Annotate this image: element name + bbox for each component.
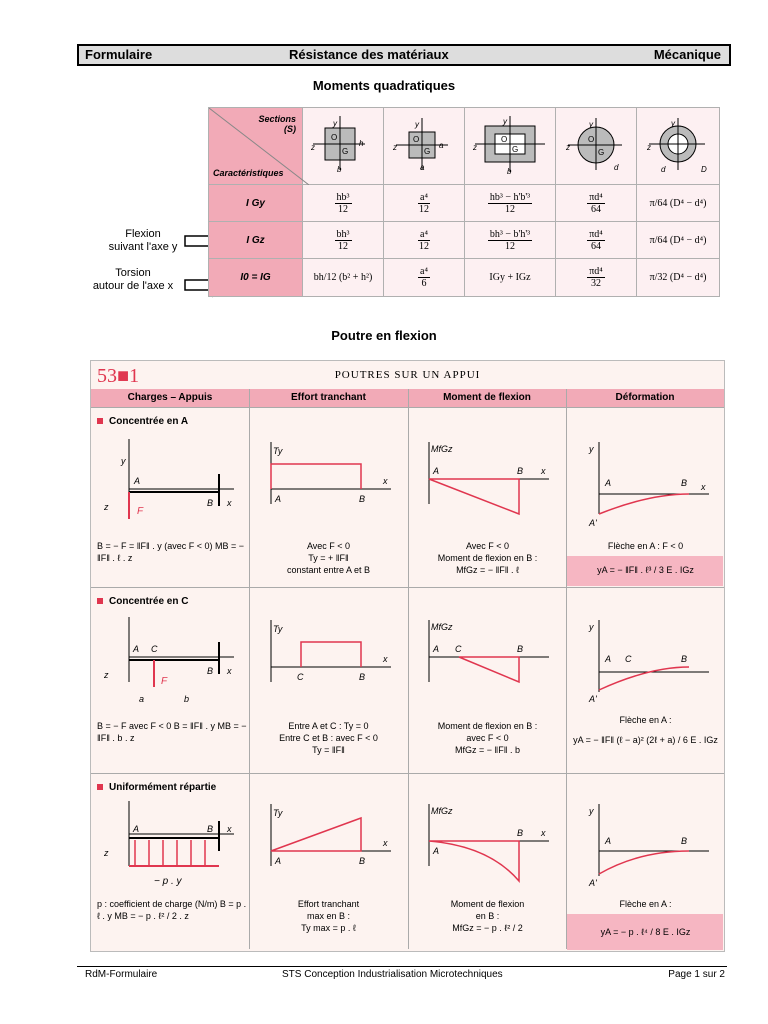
svg-text:x: x bbox=[383, 476, 388, 486]
svg-text:A: A bbox=[133, 644, 140, 654]
deflection-diagram-icon bbox=[579, 612, 719, 712]
side-label-line: autour de l'axe x bbox=[92, 280, 174, 292]
numerator: bh³ bbox=[336, 228, 350, 240]
svg-text:y: y bbox=[589, 806, 594, 816]
deform-formula: yA = − ‖F‖ (ℓ − a)² (2ℓ + a) / 6 E . IGz bbox=[573, 735, 718, 745]
svg-text:y: y bbox=[589, 444, 594, 454]
numerator: a⁴ bbox=[420, 266, 428, 277]
chart-title: POUTRES SUR UN APPUI bbox=[334, 369, 481, 381]
svg-text:B: B bbox=[681, 478, 688, 488]
svg-text:A: A bbox=[275, 856, 282, 866]
side-label-line: Torsion bbox=[115, 267, 151, 279]
svg-text:MfGz: MfGz bbox=[431, 622, 453, 632]
svg-text:z: z bbox=[104, 670, 109, 680]
svg-text:A: A bbox=[605, 654, 612, 664]
svg-text:z: z bbox=[104, 848, 109, 858]
shear-diagram-icon bbox=[261, 612, 401, 712]
corner-top bbox=[258, 114, 296, 134]
col-header: Effort tranchant bbox=[249, 389, 408, 407]
hollow-rectangle-section-icon bbox=[465, 110, 555, 180]
denominator: 6 bbox=[421, 278, 427, 289]
note-line: Ty = + ‖F‖ bbox=[308, 553, 349, 563]
svg-text:x: x bbox=[383, 654, 388, 664]
svg-text:b: b bbox=[337, 164, 342, 174]
formula-cell: bh/12 (b² + h²) bbox=[303, 259, 384, 297]
svg-text:Ty: Ty bbox=[273, 808, 283, 818]
svg-text:z: z bbox=[566, 142, 570, 152]
deform-title: Flèche en A : bbox=[619, 715, 672, 725]
numerator: a⁴ bbox=[420, 191, 428, 203]
row-label: I Gy bbox=[209, 185, 303, 222]
row-label: I Gz bbox=[209, 222, 303, 259]
svg-text:MfGz: MfGz bbox=[431, 444, 453, 454]
svg-text:a: a bbox=[439, 140, 444, 150]
formula-cell bbox=[384, 185, 465, 222]
denominator: 12 bbox=[338, 240, 348, 252]
formula-cell bbox=[556, 259, 637, 297]
svg-text:C: C bbox=[151, 644, 158, 654]
formula-cell: IGy + IGz bbox=[465, 259, 556, 297]
denominator: 12 bbox=[419, 203, 429, 215]
charge-formula: B = − F avec F < 0 B = ‖F‖ . y MB = − ‖F‖ . b . z bbox=[97, 721, 247, 743]
col-header: Déformation bbox=[566, 389, 724, 407]
note-line: MfGz = − ‖F‖ . b bbox=[455, 745, 520, 755]
svg-text:G: G bbox=[424, 146, 431, 156]
svg-text:y: y bbox=[415, 119, 419, 129]
moments-table bbox=[208, 107, 720, 297]
svg-text:B: B bbox=[681, 836, 688, 846]
deflection-diagram-icon bbox=[579, 434, 719, 534]
denominator: 32 bbox=[590, 278, 601, 289]
side-label-torsion bbox=[78, 267, 188, 293]
row-title bbox=[97, 416, 188, 427]
svg-text:A: A bbox=[433, 466, 440, 476]
note-line: MfGz = − p . ℓ² / 2 bbox=[452, 923, 523, 933]
col-header: Moment de flexion bbox=[408, 389, 566, 407]
numerator: bh³ − b'h'³ bbox=[489, 228, 531, 240]
effort-note bbox=[251, 898, 406, 934]
page-header bbox=[77, 44, 731, 66]
row-title-text: Concentrée en C bbox=[109, 596, 189, 607]
note-line: Moment de flexion en B : bbox=[437, 553, 538, 563]
svg-text:a: a bbox=[139, 694, 145, 704]
formula-cell bbox=[303, 185, 384, 222]
cantilever-point-load-c-icon bbox=[99, 612, 244, 712]
note-line: Entre A et C : Ty = 0 bbox=[288, 721, 369, 731]
svg-text:x: x bbox=[701, 482, 706, 492]
svg-text:Ty: Ty bbox=[273, 624, 283, 634]
header-right: Mécanique bbox=[653, 47, 721, 62]
square-section-icon bbox=[384, 110, 464, 180]
formula-cell bbox=[384, 222, 465, 259]
svg-text:A: A bbox=[433, 846, 440, 856]
header-left: Formulaire bbox=[85, 47, 153, 62]
numerator: πd⁴ bbox=[589, 228, 603, 240]
svg-text:x: x bbox=[227, 824, 232, 834]
svg-text:B: B bbox=[517, 466, 524, 476]
side-label-flexion bbox=[88, 228, 198, 254]
corner-cell bbox=[209, 108, 303, 185]
svg-text:B: B bbox=[207, 498, 214, 508]
note-line: Moment de flexion en B : bbox=[437, 721, 538, 731]
note-line: en B : bbox=[475, 911, 500, 921]
svg-text:Ty: Ty bbox=[273, 446, 283, 456]
svg-text:A: A bbox=[133, 824, 140, 834]
svg-text:A: A bbox=[605, 836, 612, 846]
svg-text:z: z bbox=[393, 142, 397, 152]
cantilever-distributed-load-icon bbox=[99, 796, 244, 896]
numerator: hb³ − h'b'³ bbox=[489, 191, 531, 203]
rectangle-section-icon bbox=[303, 110, 383, 180]
svg-text:y: y bbox=[589, 622, 594, 632]
row-label: I0 = IG bbox=[209, 259, 303, 297]
row-title bbox=[97, 782, 216, 793]
svg-text:B: B bbox=[681, 654, 688, 664]
section-square bbox=[384, 108, 465, 185]
svg-text:B: B bbox=[359, 494, 366, 504]
beam-row bbox=[91, 407, 724, 588]
moment-diagram-icon bbox=[419, 612, 559, 712]
svg-text:b: b bbox=[184, 694, 190, 704]
beam-row bbox=[91, 773, 724, 952]
svg-text:y: y bbox=[121, 456, 126, 466]
svg-text:A': A' bbox=[589, 878, 597, 888]
svg-text:C: C bbox=[625, 654, 632, 664]
section-ring bbox=[637, 108, 720, 185]
svg-text:F: F bbox=[137, 506, 144, 517]
svg-text:b: b bbox=[507, 166, 512, 176]
svg-text:B: B bbox=[207, 824, 214, 834]
svg-text:− p . y: − p . y bbox=[154, 876, 182, 887]
ring-section-icon bbox=[637, 110, 719, 180]
svg-text:B: B bbox=[517, 644, 524, 654]
svg-text:d: d bbox=[661, 164, 666, 174]
numerator: πd⁴ bbox=[589, 191, 603, 203]
red-square-icon bbox=[97, 418, 103, 424]
side-label-line: suivant l'axe y bbox=[108, 241, 178, 253]
footer-center: STS Conception Industrialisation Microtechniques bbox=[282, 969, 503, 980]
svg-text:O: O bbox=[413, 134, 420, 144]
cantilever-point-load-icon bbox=[99, 434, 244, 534]
svg-text:x: x bbox=[227, 666, 232, 676]
corner-top-text2: (S) bbox=[284, 124, 296, 134]
note-line: constant entre A et B bbox=[286, 565, 371, 575]
row-title bbox=[97, 596, 188, 607]
section-circle bbox=[556, 108, 637, 185]
deform-title: Flèche en A : F < 0 bbox=[607, 541, 684, 551]
moment-note bbox=[410, 898, 565, 934]
red-square-icon bbox=[97, 784, 103, 790]
svg-text:y: y bbox=[671, 118, 675, 128]
note-line: avec F < 0 bbox=[466, 733, 509, 743]
formula-cell: π/64 (D⁴ − d⁴) bbox=[637, 222, 720, 259]
svg-text:a: a bbox=[420, 162, 425, 172]
svg-text:z: z bbox=[647, 142, 651, 152]
moment-note bbox=[410, 540, 565, 576]
moment-diagram-icon bbox=[419, 434, 559, 534]
svg-text:A: A bbox=[134, 476, 141, 486]
numerator: hb³ bbox=[336, 191, 350, 203]
svg-text:x: x bbox=[227, 498, 232, 508]
formula-cell: π/32 (D⁴ − d⁴) bbox=[637, 259, 720, 297]
effort-note bbox=[251, 720, 406, 756]
numerator: πd⁴ bbox=[589, 266, 603, 277]
beam-row bbox=[91, 587, 724, 774]
denominator: 64 bbox=[590, 203, 601, 215]
svg-text:B: B bbox=[517, 828, 524, 838]
formula-cell bbox=[465, 222, 556, 259]
svg-text:x: x bbox=[541, 828, 546, 838]
svg-text:y: y bbox=[333, 118, 337, 128]
svg-text:z: z bbox=[473, 142, 477, 152]
svg-text:B: B bbox=[207, 666, 214, 676]
section-hollow-rectangle bbox=[465, 108, 556, 185]
charge-formula: B = − F = ‖F‖ . y (avec F < 0) MB = − ‖F‖ . ℓ . z bbox=[97, 541, 244, 563]
moment-note bbox=[410, 720, 565, 756]
note-line: MfGz = − ‖F‖ . ℓ bbox=[456, 565, 519, 575]
note-line: Ty max = p . ℓ bbox=[301, 923, 356, 933]
svg-text:h: h bbox=[359, 138, 364, 148]
header-center: Résistance des matériaux bbox=[289, 47, 449, 62]
note-line: Ty = ‖F‖ bbox=[312, 745, 345, 755]
note-line: Avec F < 0 bbox=[306, 541, 351, 551]
section-rectangle bbox=[303, 108, 384, 185]
denominator: 12 bbox=[505, 240, 515, 252]
svg-text:O: O bbox=[331, 132, 338, 142]
formula-cell bbox=[556, 222, 637, 259]
denominator: 12 bbox=[505, 203, 515, 215]
side-label-line: Flexion bbox=[125, 228, 161, 240]
deform-formula: yA = − p . ℓ⁴ / 8 E . IGz bbox=[600, 927, 691, 937]
svg-text:F: F bbox=[161, 676, 168, 687]
circle-section-icon bbox=[556, 110, 636, 180]
formula-cell bbox=[384, 259, 465, 297]
svg-text:O: O bbox=[588, 134, 595, 144]
charge-formula: p : coefficient de charge (N/m) B = p . ℓ . y MB = − p . ℓ² / 2 . z bbox=[97, 899, 247, 921]
formula-cell: π/64 (D⁴ − d⁴) bbox=[637, 185, 720, 222]
page-footer bbox=[77, 966, 727, 980]
svg-text:z: z bbox=[104, 502, 109, 512]
svg-text:A: A bbox=[433, 644, 440, 654]
denominator: 12 bbox=[338, 203, 348, 215]
shear-diagram-icon bbox=[261, 796, 401, 896]
section-title-poutre: Poutre en flexion bbox=[331, 328, 437, 343]
note-line: Avec F < 0 bbox=[465, 541, 510, 551]
svg-text:d: d bbox=[614, 162, 619, 172]
footer-right: Page 1 sur 2 bbox=[668, 969, 725, 980]
svg-text:z: z bbox=[311, 142, 315, 152]
svg-text:A': A' bbox=[589, 518, 597, 528]
svg-text:G: G bbox=[598, 147, 605, 157]
svg-text:B: B bbox=[359, 672, 366, 682]
shear-diagram-icon bbox=[261, 434, 401, 534]
svg-text:x: x bbox=[541, 466, 546, 476]
svg-text:y: y bbox=[589, 119, 593, 129]
red-square-icon bbox=[97, 598, 103, 604]
row-title-text: Uniformément répartie bbox=[109, 782, 217, 793]
formula-cell bbox=[465, 185, 556, 222]
note-line: Moment de flexion bbox=[450, 899, 525, 909]
note-line: Entre C et B : avec F < 0 bbox=[279, 733, 378, 743]
svg-text:x: x bbox=[383, 838, 388, 848]
formula-cell bbox=[556, 185, 637, 222]
svg-text:O: O bbox=[501, 134, 508, 144]
denominator: 12 bbox=[419, 240, 429, 252]
svg-text:C: C bbox=[455, 644, 462, 654]
beam-table bbox=[90, 360, 725, 952]
note-line: max en B : bbox=[306, 911, 351, 921]
note-line: Effort tranchant bbox=[297, 899, 360, 909]
moment-diagram-icon bbox=[419, 796, 559, 896]
denominator: 64 bbox=[590, 240, 601, 252]
svg-text:A: A bbox=[275, 494, 282, 504]
deflection-diagram-icon bbox=[579, 796, 719, 896]
footer-left: RdM-Formulaire bbox=[85, 969, 158, 980]
corner-bottom: Caractéristiques bbox=[213, 168, 284, 178]
section-title-moments: Moments quadratiques bbox=[312, 78, 456, 93]
corner-top-text: Sections bbox=[258, 114, 296, 124]
svg-text:y: y bbox=[503, 116, 507, 126]
svg-text:G: G bbox=[342, 146, 349, 156]
col-header: Charges – Appuis bbox=[91, 389, 249, 407]
svg-text:A': A' bbox=[589, 694, 597, 704]
numerator: a⁴ bbox=[420, 228, 428, 240]
svg-text:C: C bbox=[297, 672, 304, 682]
formula-cell bbox=[303, 222, 384, 259]
svg-text:B: B bbox=[359, 856, 366, 866]
deform-title: Flèche en A : bbox=[619, 899, 672, 909]
row-title-text: Concentrée en A bbox=[109, 416, 189, 427]
effort-note bbox=[251, 540, 406, 576]
svg-text:D: D bbox=[701, 164, 707, 174]
svg-text:A: A bbox=[605, 478, 612, 488]
deform-formula: yA = − ‖F‖ . ℓ³ / 3 E . IGz bbox=[597, 565, 694, 575]
svg-text:G: G bbox=[512, 144, 519, 154]
chart-number: 53■1 bbox=[97, 365, 140, 387]
svg-text:MfGz: MfGz bbox=[431, 806, 453, 816]
